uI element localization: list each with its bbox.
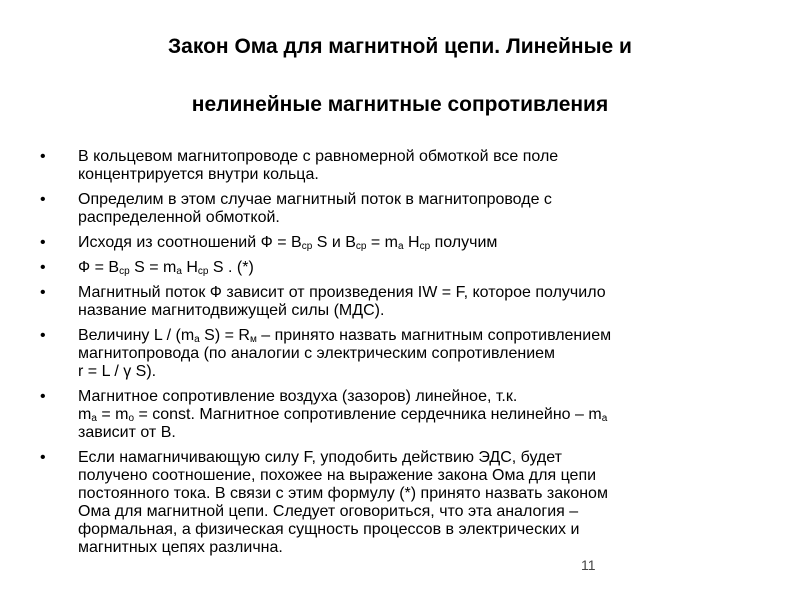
text-run: Исходя из соотношений Ф = В [78,234,302,251]
bullet-8-line-4: Ома для магнитной цепи. Следует оговориться, что эта аналогия – [78,503,579,520]
subscript: а [176,266,182,277]
subscript: о [128,413,135,424]
page-number: 11 [581,557,596,573]
text-run: Н [181,259,198,276]
bullet-1-line-2: концентрируется внутри кольца. [78,166,319,183]
bullet-8-line-1: • Если намагничивающую силу F, уподобить действию ЭДС, будет [78,449,562,466]
text-run: S и В [312,234,356,251]
text-run: Ф = В [78,259,120,276]
subscript: а [91,413,97,424]
bullet-8-line-3: постоянного тока. В связи с этим формулу (*) принято назвать законом [78,485,608,502]
text-run: Н [403,234,420,251]
bullet-item-3 [40,234,760,252]
subscript: ср [355,241,367,252]
bullet-4-line-1 [78,259,760,277]
subscript: м [249,334,257,345]
bullet-list [40,148,760,564]
bullet-6-line-2: магнитопровода (по аналогии с электрическим сопротивлением [78,345,556,362]
bullet-item-5 [40,284,760,320]
text-run: S = m [129,259,177,276]
text-run: = m [96,406,129,423]
bullet-3-line-1 [78,234,760,252]
subscript: ср [301,241,313,252]
bullet-7-line-1: • Магнитное сопротивление воздуха (зазоров) линейное, т.к. [78,388,518,405]
text-run: получим [430,234,498,251]
subscript: а [398,241,404,252]
bullet-5-line-2: название магнитодвижущей силы (МДС). [78,302,385,319]
bullet-5-line-1: • Магнитный поток Ф зависит от произведения IW = F, которое получило [78,284,606,301]
slide-title [0,18,800,134]
subscript: а [601,413,608,424]
subscript: а [194,334,200,345]
bullet-1-line-1: • В кольцевом магнитопроводе с равномерной обмоткой все поле [78,148,559,165]
bullet-2-line-1: • Определим в этом случае магнитный поток в магнитопроводе с [78,191,552,208]
bullet-7-line-3: зависит от В. [78,424,176,441]
text-run: S) = R [199,327,250,344]
bullet-7-line-2 [78,406,760,424]
text-run: Величину L / (m [78,327,195,344]
bullet-item-1 [40,148,760,184]
text-run: = const. Магнитное сопротивление сердечника нелинейно – m [134,406,602,423]
bullet-item-8 [40,449,760,557]
text-run: S . (*) [208,259,254,276]
bullet-item-6 [40,327,760,381]
subscript: ср [419,241,431,252]
bullet-item-2 [40,191,760,227]
bullet-item-4 [40,259,760,277]
bullet-2-line-2: распределенной обмоткой. [78,209,280,226]
bullet-item-7 [40,388,760,442]
bullet-8-line-5: формальная, а физическая сущность процессов в электрических и [78,521,580,538]
text-run: m [78,406,92,423]
bullet-6-line-1 [78,327,760,345]
text-run: – принято назвать магнитным сопротивлением [256,327,612,344]
slide-title-line-1: Закон Ома для магнитной цепи. Линейные и [168,35,632,58]
subscript: ср [119,266,130,277]
subscript: ср [197,266,209,277]
bullet-6-line-3: r = L / γ S). [78,363,157,380]
slide-title-line-2: нелинейные магнитные сопротивления [191,93,609,116]
text-run: = m [366,234,398,251]
bullet-8-line-2: получено соотношение, похожее на выражение закона Ома для цепи [78,467,597,484]
bullet-8-line-6: магнитных цепях различна. [78,539,283,556]
